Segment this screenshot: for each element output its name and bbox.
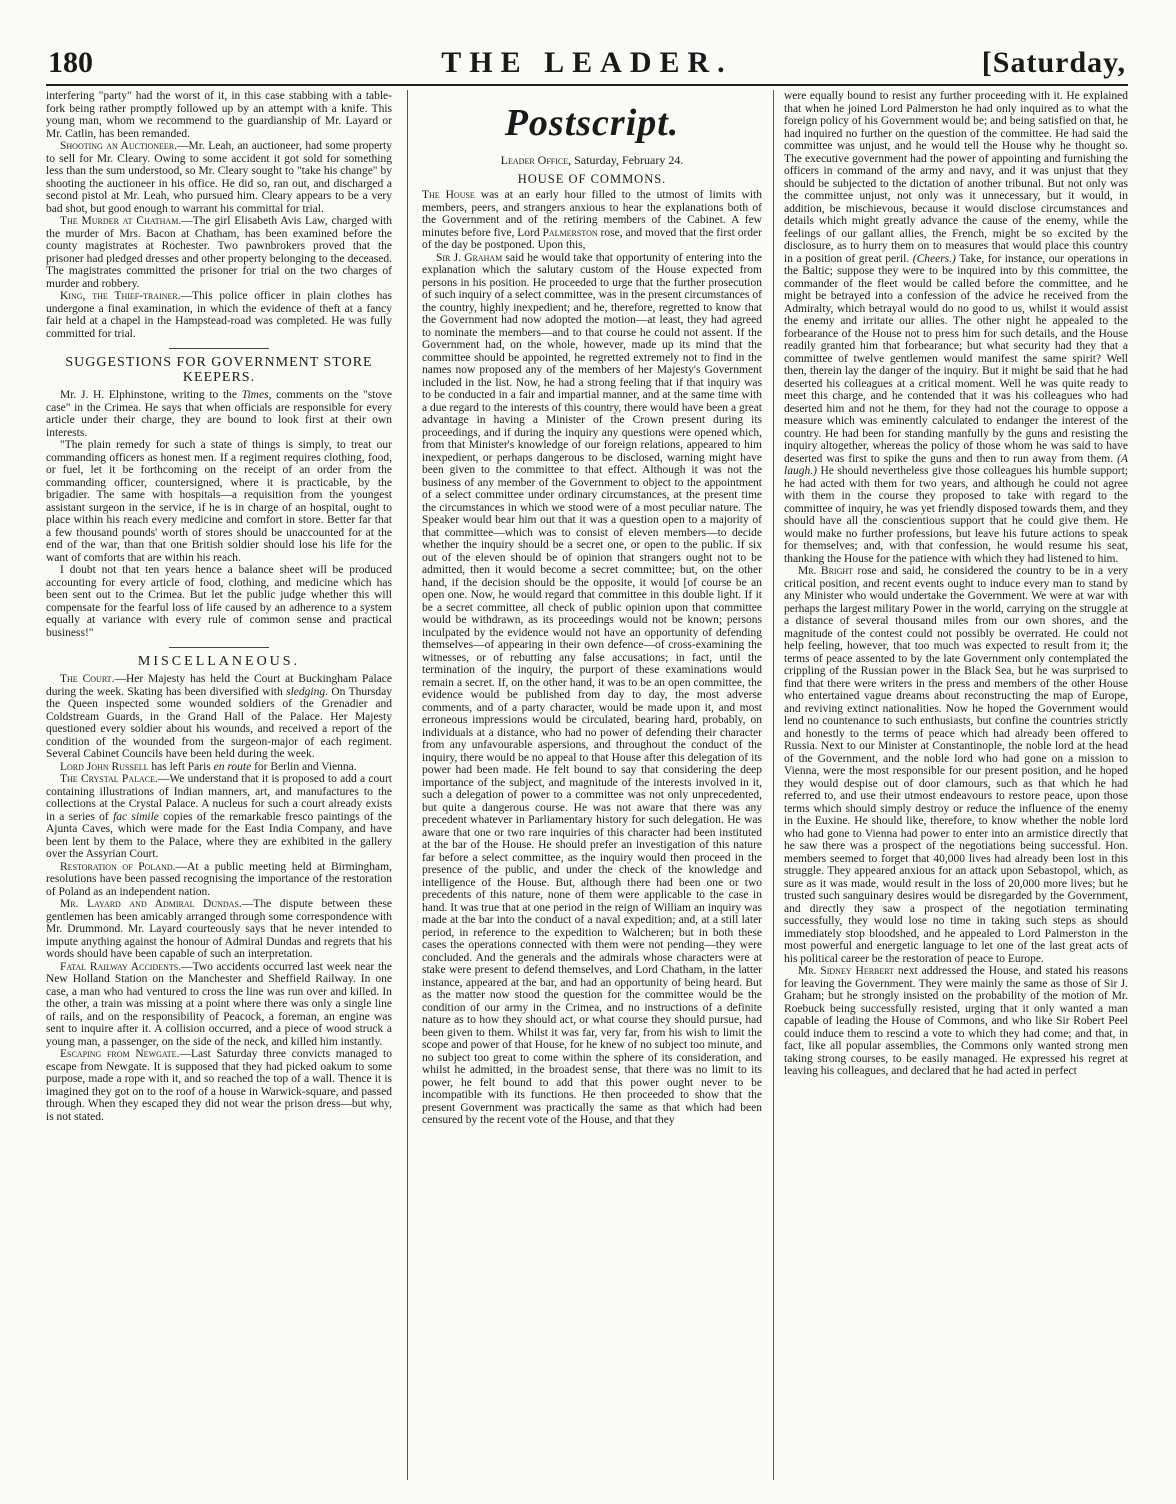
dateline	[422, 154, 762, 167]
paragraph-poland	[46, 861, 392, 899]
column-2	[422, 90, 762, 1480]
paragraph-graham	[422, 252, 762, 1127]
paragraph-auctioneer	[46, 140, 392, 215]
text-thief-trainer: —This police officer in plain clothes has undergone a final examination, in which the evidence of theft at a fancy fair held at a chapel in the Hampstead-road was completed. He was fully committed for trial.	[46, 290, 392, 340]
text-newgate: —Last Saturday three convicts managed to escape from Newgate. It is supposed that they had picked oakum to some purpose, made a rope with it, and so reached the top of a wall. Thence it is imagined they got on to the roof of a house in Warwick-square, and passed through. When they escaped they did not wear the prison dress—but why, is not stated.	[46, 1048, 392, 1123]
column-3	[784, 90, 1128, 1480]
dateline-date: , Saturday, February 24.	[568, 153, 684, 167]
text-poland: —At a public meeting held at Birmingham, resolutions have been passed recognising the importance of the restoration of Poland as an independent nation.	[46, 860, 392, 898]
text-crystal-b: copies of the remarkable fresco paintings of the Ajunta Caves, which were made for the East India Company, and have been lent by them to the Palace, where they are exhibited in the gallery over the Assyrian Court.	[46, 810, 392, 860]
text-crystal-a: —We understand that it is proposed to add a court containing illustrations of Indian manners, art, and manufactures to the collections at the Crystal Palace. A nucleus for such a court already exists in a series of	[46, 773, 392, 823]
lead-auctioneer: Shooting an Auctioneer.	[60, 140, 178, 152]
subhead-house-of-commons: HOUSE OF COMMONS.	[517, 171, 667, 186]
paragraph-thief-trainer	[46, 290, 392, 340]
postscript-title: Postscript.	[504, 102, 680, 144]
paragraph-court	[46, 673, 392, 761]
lead-court: The Court.	[60, 673, 115, 685]
paragraph-balance-sheet: I doubt not that ten years hence a balance sheet will be produced accounting for every article of food, clothing, and medicine which has been sent out to the Crimea. But let the public judge whether this will compensate for the fearful loss of life caused by an adherence to a system equally at variance with every rule of common sense and practical business!"	[46, 564, 392, 639]
paragraph-elphinstone	[46, 389, 392, 439]
lead-house: The House	[422, 189, 475, 201]
text-times: Times	[241, 389, 269, 401]
paragraph-crystal-palace	[46, 773, 392, 861]
heading-miscellaneous: MISCELLANEOUS.	[137, 654, 301, 669]
text-en-route: en route	[213, 760, 252, 773]
text-graham-cont-a: were equally bound to resist any further proceeding with it. He explained that when he joined Lord Palmerston he had only inquired as to what the foreign policy of his Government would be; and being satisfied on that, he had inquired no further on the question of the committee. He had said the committee was unjust, and he would tell the House why he thought so. The executive government had the power of appointing and furnishing the officers in command of the army and navy, and it was unjust that they should be subjected to the dictation of another tribunal. But not only was the committee unjust, not only was it unnecessary, but it would, in addition, be mischievous, because it would disclose circumstances and details which might greatly advance the cause of the enemy, while the feelings of our gallant allies, the French, might be so excited by the disclosure, as to hurry them on to measures that would place this country in a position of great peril.	[784, 90, 1128, 265]
text-chatham: —The girl Elisabeth Avis Law, charged with the murder of Mrs. Bacon at Chatham, has been examined before the county magistrates at Rochester. Two pawnbrokers proved that the prisoner had pledged dresses and other property belonging to the deceased. The magistrates committed the prisoner for trial on the two charges of murder and robbery.	[46, 215, 392, 290]
lead-newgate: Escaping from Newgate.	[60, 1048, 180, 1060]
column-divider-1	[407, 90, 408, 1480]
text-graham-cont-b: Take, for instance, our operations in the Baltic; suppose they were to be inquired into by this committee, the commander of the fleet would be called before the committee, and he might be betrayed into a confession of the advice he received from the Admiralty, which betrayal would do no good to us, whilst it would assist the enemy and irritate our allies. The other night he appealed to the forbearance of the House not to press him for such details, and the House readily granted him that forbearance; but what security had they that a committee of twelve gentlemen would manifest the same spirit? Well then, therein lay the danger of the inquiry. But it might be said that he had deserted his colleagues at a critical moment. Well he was quite ready to meet this charge, and he contended that it was his colleagues who had deserted him and not he them, for they had not the courage to oppose a measure which was eminently calculated to endanger the interest of the country. He had been for standing manfully by the guns and resisting the inquiry altogether, whereas the policy of those whom he was said to have deserted was first to spike the guns and then to run away from them.	[784, 252, 1128, 465]
lead-poland: Restoration of Poland.	[60, 860, 176, 873]
lead-thief-trainer: King, the Thief-trainer.	[60, 290, 181, 302]
text-house-a: was at an early hour filled to the utmost of limits with members, peers, and strangers anxious to hear the explanations both of the Government and of the retiring members of the Cabinet. A few minutes before five, Lord	[422, 189, 762, 239]
text-court-b: . On Thursday the Queen inspected some wounded soldiers of the Grenadier and Coldstream Guards, in the Grand Hall of the Palace. Her Majesty questioned every soldier about his wounds, and received a report of the condition of the wounded from the surgeon-major of each regiment. Several Cabinet Councils have been held during the week.	[46, 685, 392, 760]
text-herbert: next addressed the House, and stated his reasons for leaving the Government. They were mainly the same as those of Sir J. Graham; but he strongly insisted on the probability of the motion of Mr. Roebuck being successfully resisted, urging that it only wanted a man capable of leading the House of Commons, and who like Sir Robert Peel could induce them to rescind a vote to which they had come; and that, in fact, like all popular assemblies, the Commons only wanted strong men taking strong courses, to be easily managed. He expressed his regret at leaving his colleagues, and declared that he had acted in perfect	[784, 965, 1128, 1077]
column-1	[46, 90, 392, 1480]
paragraph-chatham	[46, 215, 392, 290]
section-rule	[169, 647, 269, 648]
column-divider-2	[773, 90, 774, 1480]
lead-herbert: Mr. Sidney Herbert	[798, 965, 895, 977]
paragraph-herbert	[784, 965, 1128, 1078]
paragraph-house	[422, 189, 762, 252]
lead-layard: Mr. Layard and Admiral Dundas.	[60, 898, 242, 910]
columns	[46, 90, 1128, 1480]
paragraph-russell	[46, 761, 392, 774]
masthead-title: THE LEADER.	[441, 46, 733, 79]
lead-chatham: The Murder at Chatham.	[60, 215, 182, 227]
text-graham-cont-c: He should nevertheless give those colleagues his humble support; he had acted with them for two years, and although he could not agree with them in the course they proposed to take with regard to the committee of inquiry, he was yet friendly disposed towards them, and they should have all the conscientious support that he could give them. He would make no further professions, but leave his future actions to speak for themselves; and, with that confession, he would resume his seat, thanking the House for the patience with which they had listened to him.	[784, 465, 1128, 565]
text-cheers: (Cheers.)	[912, 252, 956, 265]
text-fac-simile: fac simile	[113, 810, 159, 823]
text-bright: rose and said, he considered the country to be in a very critical position, and recent events ought to induce every man to stand by any Minister who would undertake the Government. We were at war with perhaps the largest military Power in the world, carrying on the struggle at a distance of several thousand miles from our own shores, and the magnitude of the contest could not possibly be overrated. He could not help feeling, however, that too much was expected to result from it; the terms of peace assented to by the late Government only contemplated the crippling of the Russian power in the Black Sea, but he was surprised to find that there were writers in the press and members of the other House who entertained vague dreams about reconstructing the map of Europe, and reviving extinct nationalities. Now he hoped the Government would lend no countenance to such enthusiasts, but confine the countries strictly and honestly to the terms of peace which had already been offered to Russia. Next to our Minister at Constantinople, the noble lord at the head of the Government, and the noble lord who had gone on a mission to Vienna, were the most responsible for our present position, and he hoped they would despise out of door clamours, such as that which he had referred to, and use their utmost endeavours to restore peace, upon those terms which should simply destroy or reduce the influence of the enemy in the Euxine. He should like, therefore, to know whether the noble lord who had gone to Vienna had power to enter into an armistice directly that he saw there was a prospect of the negotiations being successful. Hon. members seemed to forget that 40,000 lives had already been lost in this struggle. They appeared anxious for an attack upon Sebastopol, which, as sure as it was made, would result in the loss of 20,000 more lives; but he trusted such sanguinary desires would be disregarded by the Government, and directly they saw a prospect of the negotiation terminating successfully, they would lose no time in taking such steps as should immediately stop bloodshed, and he appealed to Lord Palmerston in the most powerful and energetic language to let one of the last great acts of his political career be the restoration of peace to Europe.	[784, 565, 1128, 965]
paragraph-newgate	[46, 1048, 392, 1123]
text-auctioneer: —Mr. Leah, an auctioneer, had some property to sell for Mr. Cleary. Owing to some accident it got sold for something less than the sum understood, so Mr. Cleary sought to "take his change" by shooting the auctioneer in his office. He did so, ran out, and discharged a second pistol at Mr. Leah, who pursued him. Cleary appears to be a very bad shot, but good enough to warrant his committal for trial.	[46, 140, 392, 215]
header-rule	[46, 84, 1128, 86]
paragraph-layard	[46, 898, 392, 961]
lead-crystal-palace: The Crystal Palace.	[60, 773, 158, 785]
paragraph-remedy: "The plain remedy for such a state of things is simply, to treat our commanding officers as honest men. If a regiment requires clothing, food, or fuel, let it be forthcoming on the receipt of an order from the commanding officer, countersigned, where it is practicable, by the brigadier. The same with hospitals—a requisition from the youngest assistant surgeon in the service, if he is in charge of an hospital, ought to place within his reach every medicine and comfort in store. Better far that a few thousand pounds' worth of stores should be unaccounted for at the end of the war, than that one British soldier should lose his life for the want of comforts that are within his reach.	[46, 439, 392, 564]
text-sledging: sledging	[286, 685, 326, 698]
lead-bright: Mr. Bright	[798, 565, 854, 577]
text-layard: —The dispute between these gentlemen has been amicably arranged through some correspondence with Mr. Drummond. Mr. Layard courteously says that he never intended to impute anything against the honour of Admiral Dundas and regrets that his words should have been capable of such an interpretation.	[46, 898, 392, 960]
text-laugh: (A laugh.)	[784, 452, 1128, 477]
text-elphinstone-a: Mr. J. H. Elphinstone, writing to the	[60, 389, 242, 401]
text-house-b: rose, and moved that the first order of the day be postponed. Upon this,	[422, 226, 762, 251]
newspaper-page	[46, 40, 1128, 1480]
text-railway: —Two accidents occurred last week near the New Holland Station on the Manchester and Sheffield Railway. In one case, a man who had ventured to cross the line was run over and killed. In the other, a train was missing at a point where there was only a single line of rails, and on the responsibility of Peacock, a foreman, an engine was sent to inquire after it. A collision occurred, and a piece of wood struck a young man, a passenger, on the side of the neck, and killed him instantly.	[46, 960, 392, 1048]
lead-russell: Lord John Russell	[60, 760, 149, 773]
text-graham: said he would take that opportunity of entering into the explanation which the salutary custom of the House expected from persons in his position. He proceeded to urge that the further prosecution of such inquiry of a select committee, was in the present circumstances of the country, highly inexpedient; and he, therefore, regretted to know that the Government had now adopted the motion—at least, they had agreed to nominate the members—and to that course he could not assent. If the Government had, on the whole, however, made up its mind that the committee should be appointed, he regretted extremely not to find in the names now proposed any of the members of her Majesty's Government included in the list. Now, he had a strong feeling that if that inquiry was to be conducted in a fair and impartial manner, and at the same time with a due regard to the interests of this country, there would have been a great advantage in having a Minister of the Crown present during its proceedings, and if during the inquiry any questions were opened which, from that Minister's knowledge of our foreign relations, appeared to him inexpedient, or perhaps dangerous to be disclosed, warning might have been given to the committee to that effect. Although it was not the business of any member of the Government to object to the appointment of a select committee under ordinary circumstances, at the present time the circumstances in which we stood were of a most peculiar nature. The Speaker would bear him out that it was a question open to a majority of that committee—which was to consist of eleven members—to decide whether the inquiry should be a secret one, or open to the public. If six out of the eleven should be of opinion that strangers ought not to be admitted, then it would become a secret committee; but, on the other hand, if the decision should be the opposite, it would [of course be an open one. Now, he would regard that committee in this double light. If it be a secret committee, all check of public opinion upon that committee would be withdrawn, as its proceedings would not be known; persons inculpated by the evidence would not have an opportunity of defending themselves—of appearing in their own defence—of cross-examining the witnesses, or of rebutting any false accusations; in fact, until the termination of the inquiry, the purport of these examinations would remain a secret. If, on the other hand, it was to be an open committee, the evidence would be published from day to day, the most adverse comments, and of a party character, would be made upon it, and most erroneous impressions would be circulated, bearing hard, probably, on individuals at a distance, who had no power of defending their character from any unfavourable aspersions, and throughout the conduct of the inquiry, there would be no appeal to that House after this delegation of its power had been made. He felt bound to say that considering the deep importance of the subject, and magnitude of the interests involved in it, such a delegation of power to a committee was not only unprecedented, but quite a dangerous course. He was not aware that there was any precedent whatever in Parliamentary history for such delegation. He was aware that one or two rare inquiries of this character had been instituted at the bar of the House. He should prefer an investigation of this nature far before a select committee, as the inquiry would then proceed in the presence of the public, and under the check of the knowledge and intelligence of the House. But, although there had been one or two precedents of this nature, none of them were applicable to the case in hand. It was true that at one period in the reign of William an inquiry was made at the bar into the conduct of a naval expedition; and, at a still later period, in reference to the expedition to Walcheren; but in both these cases the operations connected with them were not pending—they were concluded. And the generals and the admirals whose characters were at stake were present to defend themselves, and Lord Chatham, in the latter instance, appeared at the bar, and had an opportunity of being heard. But as the matter now stood the question for the committee would be the condition of our army in the Crimea, and no instructions of a definite nature as to how they should act, or what course they should pursue, had been given to them. Whilst it was far, very far, from his wish to limit the scope and power of that House, for he knew of no subject too minute, and no subject too great to come within the sphere of its consideration, and whilst he admitted, in the broadest sense, that there was no limit to its power, he felt bound to add that this power ought never to be incompatible with its functions. He then proceeded to show that the present Government was practically the same as that which had been censured by the recent vote of the House, and that they	[422, 251, 762, 1126]
lead-railway: Fatal Railway Accidents.	[60, 960, 182, 973]
header-day: [Saturday,	[981, 46, 1126, 79]
paragraph-stabbing: interfering "party" had the worst of it, in this case stabbing with a table-fork being rather promptly followed up by an attempt with a knife. This young man, whom we recommend to the guardianship of Mr. Layard or Mr. Catlin, has been remanded.	[46, 90, 392, 140]
text-russell-b: for Berlin and Vienna.	[251, 760, 357, 773]
text-russell-a: has left Paris	[148, 760, 214, 773]
lead-graham: Sir J. Graham	[436, 251, 503, 264]
heading-suggestions: SUGGESTIONS FOR GOVERNMENT STORE KEEPERS.	[65, 355, 373, 385]
text-court-a: —Her Majesty has held the Court at Buckingham Palace during the week. Skating has been diversified with	[46, 673, 392, 698]
text-elphinstone-b: , comments on the "stove case" in the Crimea. He says that when officials are responsible for every article under their charge, they are bound to look first at their own interests.	[46, 389, 392, 439]
section-rule	[169, 348, 269, 349]
dateline-office: Leader Office	[500, 153, 569, 167]
paragraph-railway	[46, 961, 392, 1049]
paragraph-bright	[784, 565, 1128, 965]
text-palmerston: Palmerston	[542, 226, 598, 239]
paragraph-graham-cont	[784, 90, 1128, 565]
page-header	[46, 40, 1128, 86]
page-number: 180	[48, 46, 93, 79]
